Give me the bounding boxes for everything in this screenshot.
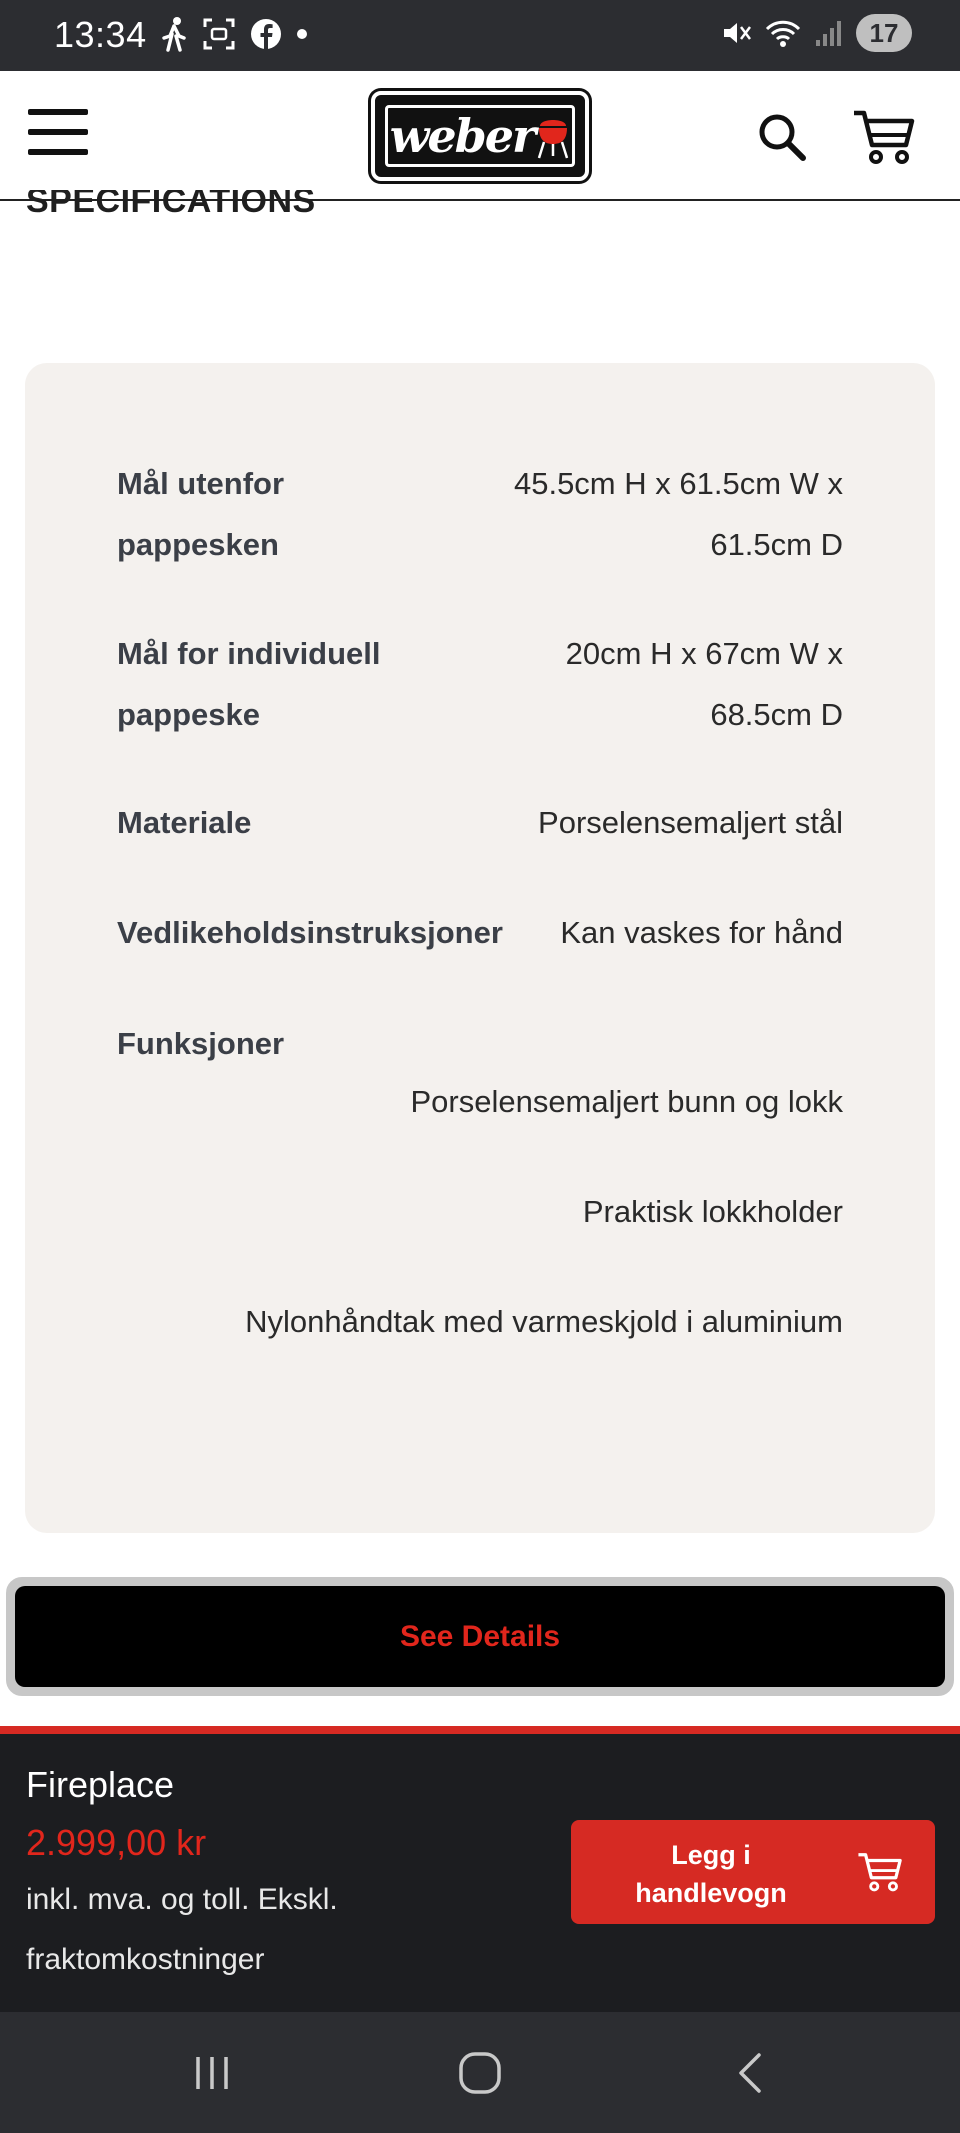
spec-label: Mål utenfor pappesken — [117, 466, 285, 562]
cart-button[interactable] — [852, 107, 916, 167]
see-details-button-frame — [6, 1577, 954, 1696]
spec-value: 45.5cm H x 61.5cm W x 61.5cm D — [513, 466, 843, 562]
add-to-cart-button[interactable] — [571, 1820, 935, 1924]
search-button[interactable] — [756, 111, 808, 163]
spec-value: Porselensemaljert stål — [538, 805, 843, 840]
kettle-grill-icon — [536, 112, 570, 160]
status-bar — [0, 0, 960, 71]
home-button[interactable] — [420, 2012, 540, 2133]
logo-text: weber — [389, 109, 535, 163]
spec-label: Materiale — [117, 805, 252, 840]
back-icon — [735, 2051, 765, 2095]
home-icon — [458, 2051, 502, 2095]
price-note: inkl. mva. og toll. Ekskl. fraktomkostninger — [26, 1883, 338, 1976]
cart-icon — [857, 1850, 903, 1894]
walk-icon — [160, 16, 188, 52]
spec-value: Porselensemaljert bunn og lokk Praktisk lokkholder Nylonhåndtak med varmeskjold i aluminium — [245, 1084, 843, 1339]
status-left-icons — [160, 16, 308, 52]
add-to-cart-label: Legg i handlevogn — [635, 1840, 787, 1908]
spec-label: Funksjoner — [117, 1026, 285, 1061]
cart-icon — [852, 107, 916, 167]
hamburger-icon — [28, 109, 88, 115]
status-time: 13:34 — [54, 14, 147, 55]
spec-value: Kan vaskes for hånd — [560, 915, 843, 950]
spec-label: Vedlikeholdsinstruksjoner — [117, 915, 503, 950]
section-title: SPECIFICATIONS — [26, 190, 316, 220]
back-button[interactable] — [690, 2012, 810, 2133]
notification-count-badge: 17 — [856, 14, 912, 52]
system-nav-bar — [0, 2012, 960, 2133]
screenshot-icon — [202, 17, 236, 51]
wifi-icon — [764, 17, 802, 49]
facebook-icon — [250, 18, 282, 50]
search-icon — [756, 111, 808, 163]
product-price: 2.999,00 kr — [26, 1822, 207, 1863]
specifications-card — [25, 363, 935, 1533]
dot-icon — [296, 28, 308, 40]
weber-logo[interactable] — [371, 91, 589, 181]
signal-icon — [814, 18, 844, 48]
spec-label: Mål for individuell pappeske — [117, 636, 381, 732]
see-details-button[interactable]: See Details — [15, 1586, 945, 1687]
hamburger-menu-button[interactable] — [28, 109, 88, 159]
spec-value: 20cm H x 67cm W x 68.5cm D — [565, 636, 843, 732]
site-header — [0, 71, 960, 201]
product-name: Fireplace — [26, 1764, 175, 1805]
sticky-product-bar — [0, 1734, 960, 2012]
recent-apps-icon — [192, 2053, 232, 2093]
status-right-icons — [720, 14, 912, 52]
sticky-bar-accent-line — [0, 1726, 960, 1734]
recent-apps-button[interactable] — [152, 2012, 272, 2133]
mute-icon — [720, 17, 752, 49]
